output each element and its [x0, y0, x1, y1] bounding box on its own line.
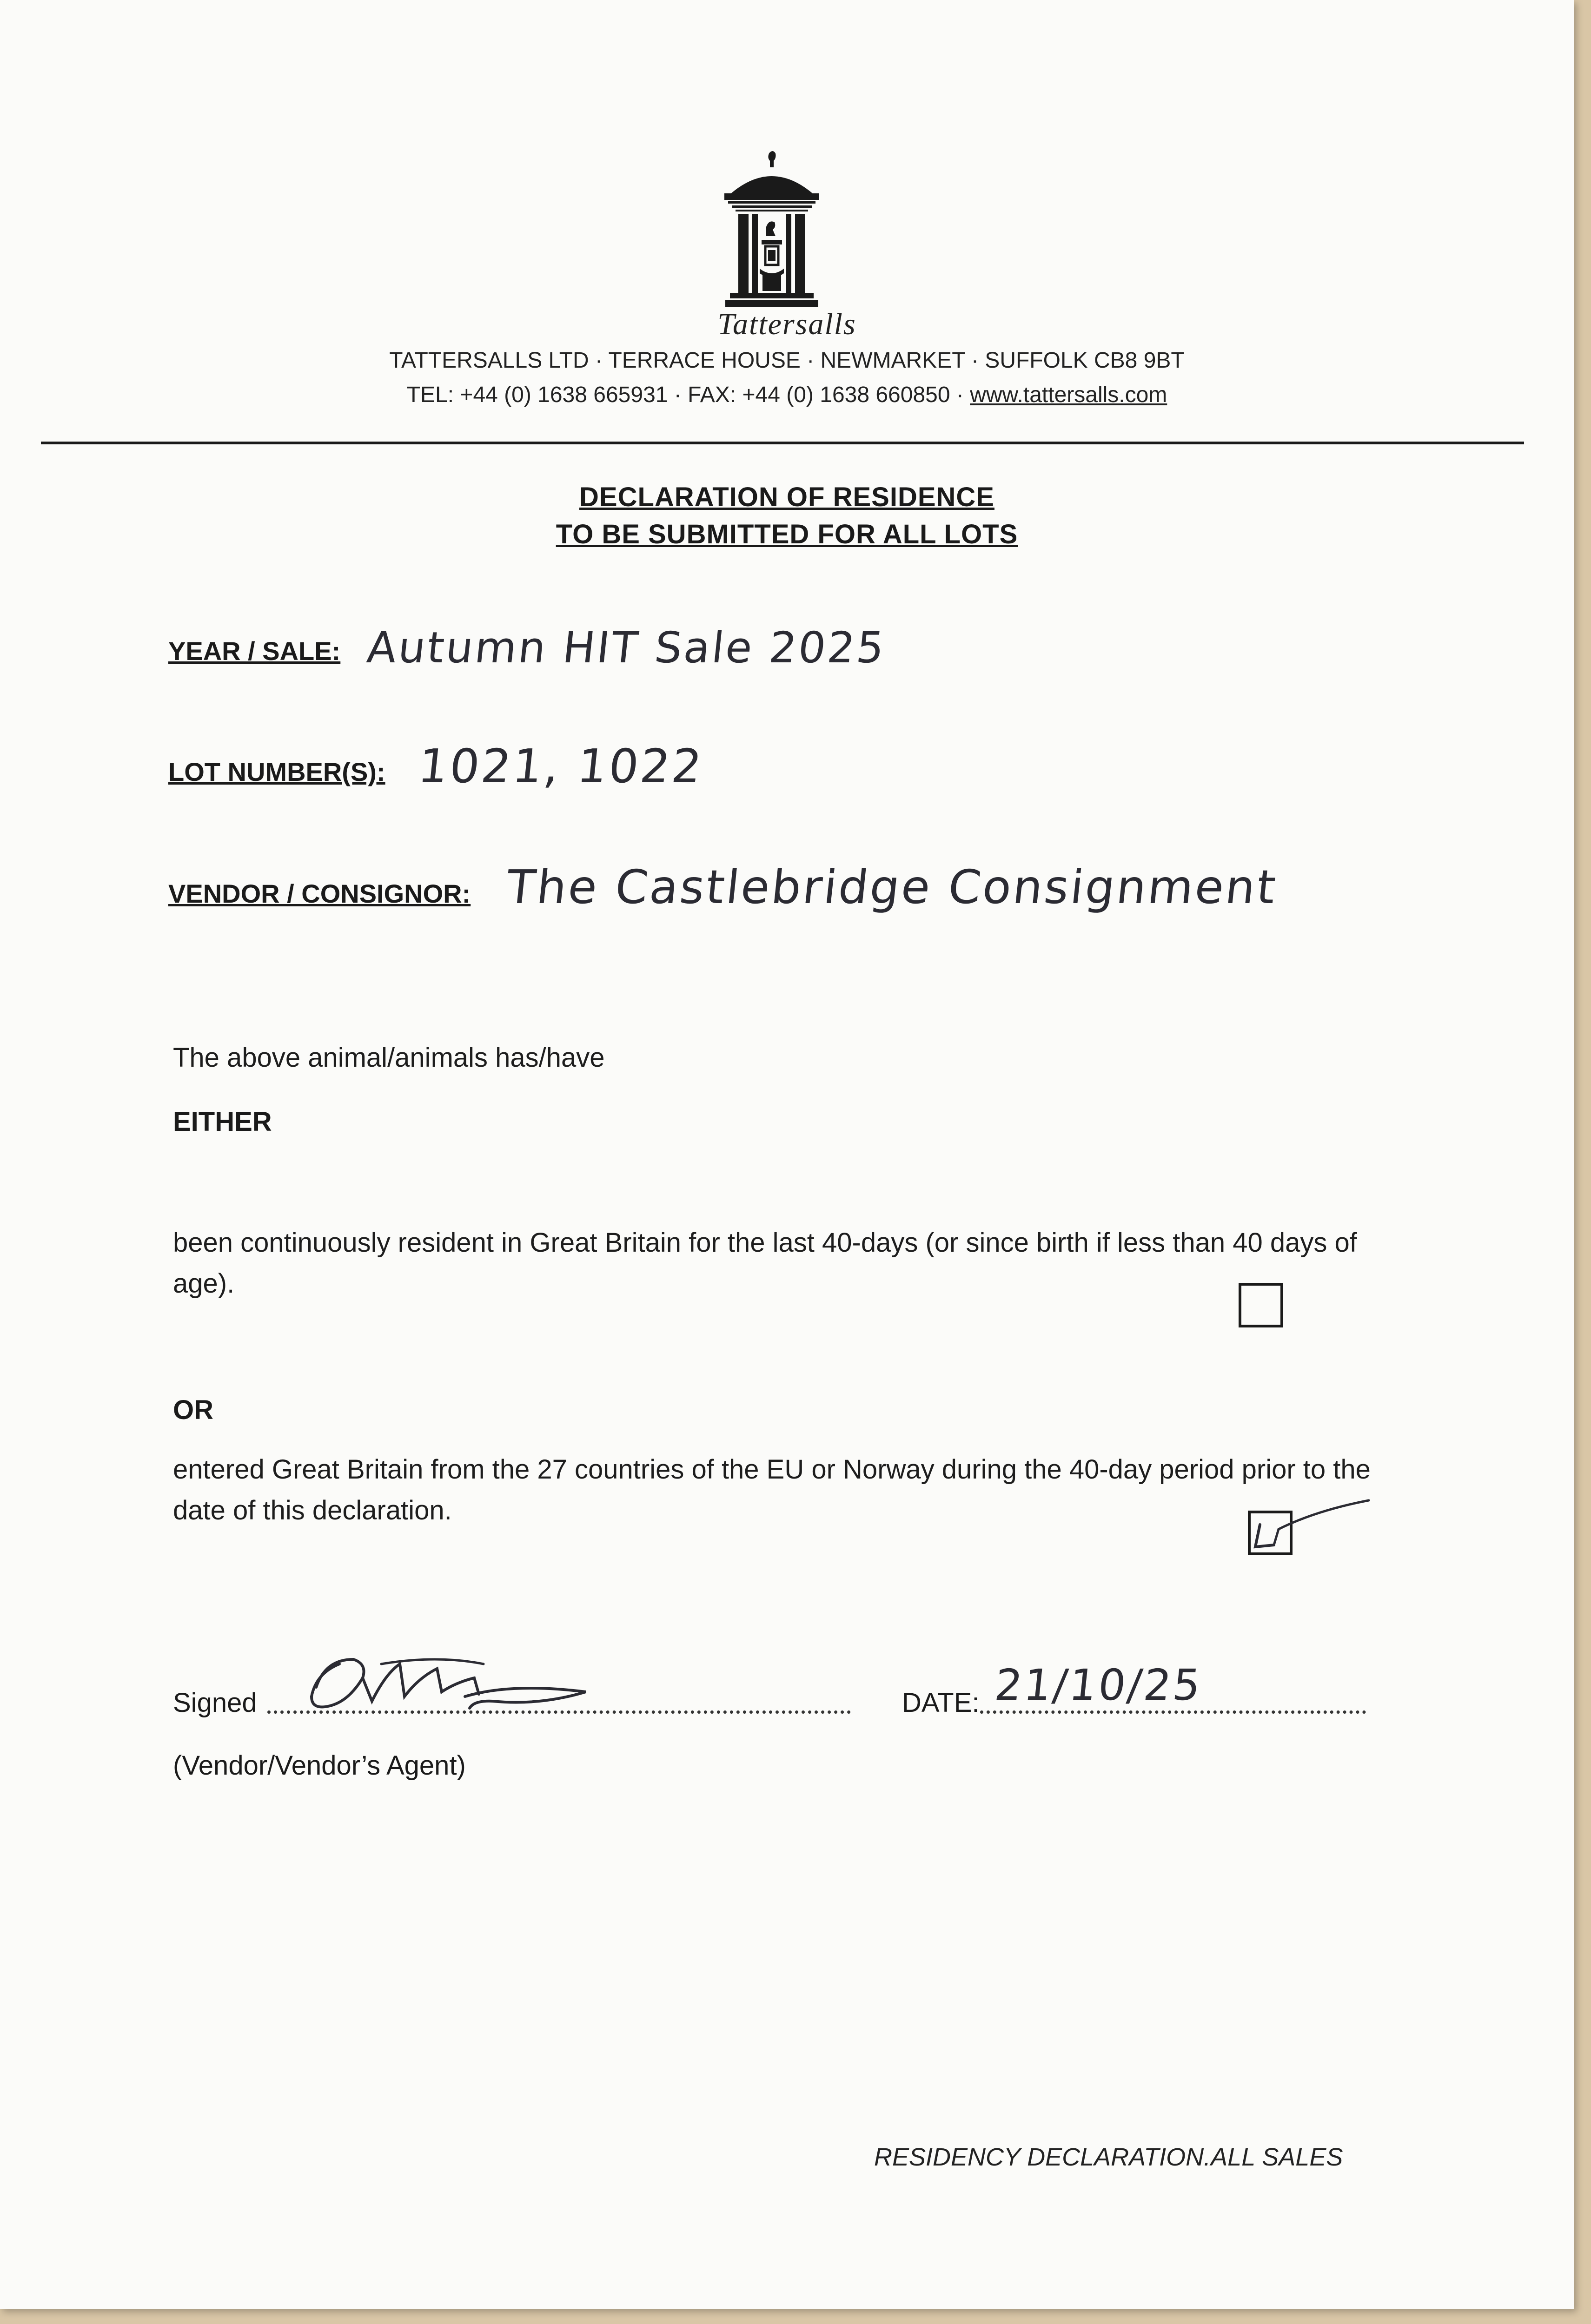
contact-line: [0, 382, 1574, 408]
document-subtitle: TO BE SUBMITTED FOR ALL LOTS: [556, 519, 1018, 549]
lot-numbers-value[interactable]: 1021, 1022: [415, 739, 706, 793]
option-1-checkbox[interactable]: [1239, 1283, 1283, 1327]
date-label: DATE:: [902, 1688, 980, 1718]
tattersalls-logo-icon: [711, 149, 832, 316]
signed-label: Signed: [173, 1688, 257, 1718]
contact-phone-fax: TEL: +44 (0) 1638 665931 · FAX: +44 (0) 1638 660850 ·: [406, 383, 970, 407]
document-reference: RESIDENCY DECLARATION.ALL SALES: [874, 2143, 1343, 2171]
or-label: OR: [173, 1395, 213, 1425]
vendor-value[interactable]: The Castlebridge Consignment: [504, 860, 1280, 914]
year-sale-label: YEAR / SALE:: [168, 636, 341, 666]
statement-intro: The above animal/animals has/have: [173, 1043, 605, 1073]
handwritten-signature-icon: [298, 1645, 614, 1724]
website-link[interactable]: www.tattersalls.com: [970, 383, 1167, 407]
date-value[interactable]: 21/10/25: [992, 1660, 1205, 1710]
document-title: DECLARATION OF RESIDENCE: [579, 482, 994, 512]
checkmark-icon: [1246, 1497, 1376, 1562]
either-label: EITHER: [173, 1107, 272, 1137]
brand-name: Tattersalls: [717, 307, 856, 341]
signer-role-note: (Vendor/Vendor’s Agent): [173, 1750, 466, 1781]
vendor-label: VENDOR / CONSIGNOR:: [168, 879, 471, 908]
year-sale-value[interactable]: Autumn HIT Sale 2025: [365, 623, 888, 673]
option-1-text: been continuously resident in Great Britain for the last 40-days (or since birth if less than 40 days of age).: [173, 1228, 1357, 1299]
option-2-text: entered Great Britain from the 27 countries of the EU or Norway during the 40-day period prior to the date of this declaration.: [173, 1454, 1371, 1525]
company-address: TATTERSALLS LTD · TERRACE HOUSE · NEWMARKET · SUFFOLK CB8 9BT: [389, 348, 1185, 373]
date-line[interactable]: [980, 1710, 1366, 1714]
header-divider: [41, 442, 1524, 444]
lot-numbers-label: LOT NUMBER(S):: [168, 757, 385, 786]
